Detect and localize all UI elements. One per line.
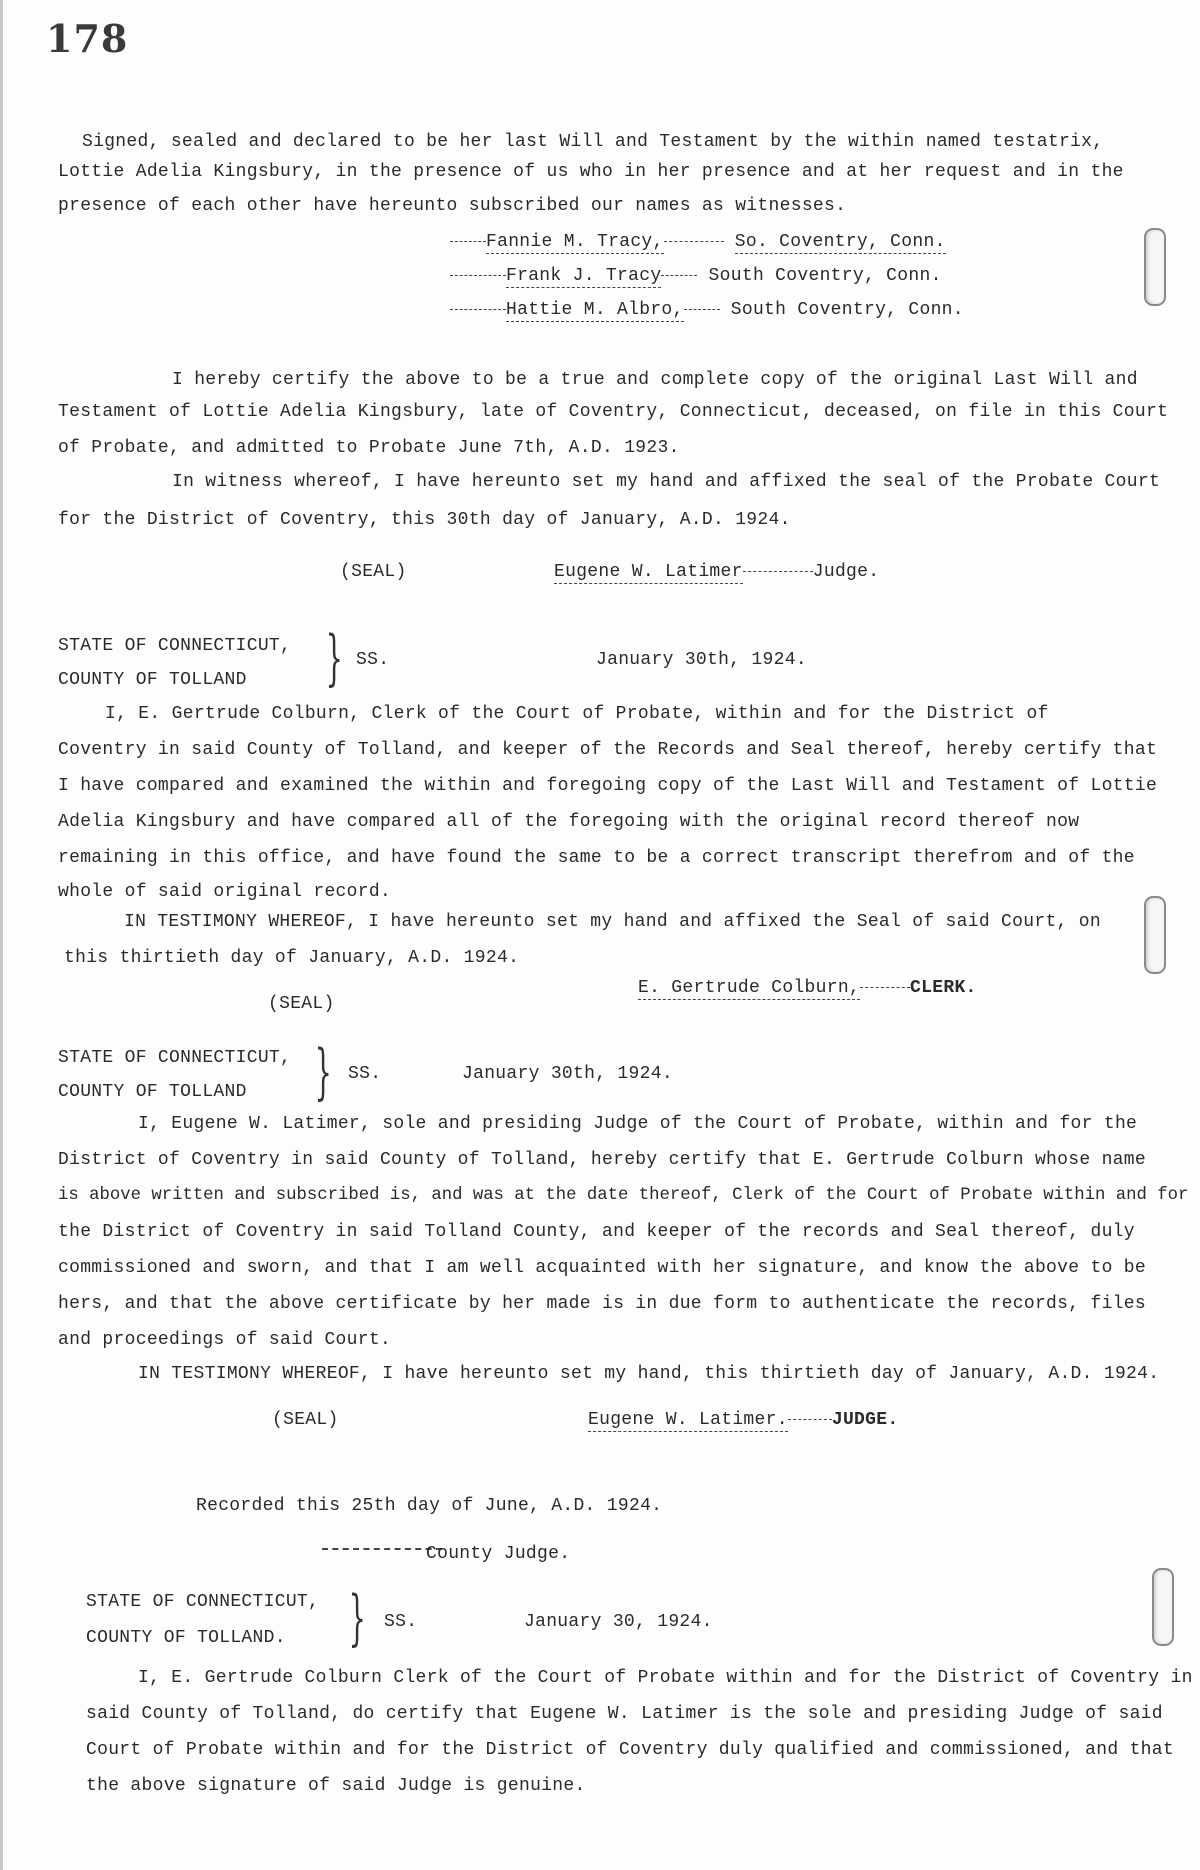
signature-dash [664, 241, 724, 242]
cert2-line-1: I, E. Gertrude Colburn, Clerk of the Court of Probate, within and for the District of [105, 704, 1049, 724]
judge-signature [588, 1410, 898, 1430]
county-label: COUNTY OF TOLLAND [58, 1082, 247, 1102]
signature-dash [661, 275, 697, 276]
signature-dash [450, 275, 506, 276]
cert3-line-2: District of Coventry in said County of Tolland, hereby certify that E. Gertrude Colburn whose name [58, 1150, 1146, 1170]
binder-hole [1144, 228, 1166, 306]
block-date: January 30, 1924. [524, 1612, 713, 1632]
seal-label: (SEAL) [268, 994, 335, 1014]
signature-dash [788, 1419, 832, 1420]
cert3-line-1: I, Eugene W. Latimer, sole and presiding Judge of the Court of Probate, within and for the [138, 1114, 1138, 1134]
ss-label: SS. [384, 1612, 418, 1632]
para1-line-3: presence of each other have hereunto subscribed our names as witnesses. [58, 196, 847, 216]
ss-label: SS. [348, 1064, 382, 1084]
block-date: January 30th, 1924. [596, 650, 807, 670]
para1-line-1: Signed, sealed and declared to be her last Will and Testament by the within named testatrix, [82, 132, 1104, 152]
testimony2-line-1: IN TESTIMONY WHEREOF, I have hereunto set my hand and affixed the Seal of said Court, on [124, 912, 1101, 932]
signature-name: E. Gertrude Colburn, [638, 978, 861, 998]
state-label: STATE OF CONNECTICUT, [58, 1048, 292, 1068]
county-judge-signature-line [322, 1548, 442, 1550]
cert3-line-7: and proceedings of said Court. [58, 1330, 392, 1350]
signature-title: JUDGE. [831, 1410, 899, 1430]
cert1-line-4: In witness whereof, I have hereunto set my hand and affixed the seal of the Probate Court [172, 472, 1161, 492]
cert1-line-2: Testament of Lottie Adelia Kingsbury, late of Coventry, Connecticut, deceased, on file in this Court [58, 402, 1169, 422]
witness-place: So. Coventry, Conn. [734, 232, 946, 252]
signature-name: Eugene W. Latimer. [588, 1410, 788, 1430]
brace: } [314, 1037, 332, 1107]
binder-hole [1144, 896, 1166, 974]
signature-dash [450, 309, 506, 310]
county-judge-label: County Judge. [426, 1544, 571, 1564]
cert2-line-5: remaining in this office, and have found the same to be a correct transcript therefrom and of the [58, 848, 1135, 868]
county-label: COUNTY OF TOLLAND. [86, 1628, 286, 1648]
witness-row [450, 300, 964, 320]
signature-dash [450, 241, 486, 242]
cert1-line-5: for the District of Coventry, this 30th day of January, A.D. 1924. [58, 510, 791, 530]
cert3-line-4: the District of Coventry in said Tolland County, and keeper of the records and Seal thereof, duly [58, 1222, 1135, 1242]
state-label: STATE OF CONNECTICUT, [86, 1592, 320, 1612]
seal-label: (SEAL) [340, 562, 407, 582]
clerk-signature [638, 978, 977, 998]
signature-dash [684, 309, 720, 310]
binder-hole [1152, 1568, 1174, 1646]
judge-signature [554, 562, 879, 582]
cert3-line-5: commissioned and sworn, and that I am well acquainted with her signature, and know the above to be [58, 1258, 1146, 1278]
witness-row [450, 232, 946, 252]
witness-name: Frank J. Tracy [506, 266, 662, 286]
seal-label: (SEAL) [272, 1410, 339, 1430]
block-date: January 30th, 1924. [462, 1064, 673, 1084]
cert1-line-3: of Probate, and admitted to Probate June 7th, A.D. 1923. [58, 438, 680, 458]
ss-label: SS. [356, 650, 390, 670]
cert4-line-4: the above signature of said Judge is genuine. [86, 1776, 586, 1796]
cert4-line-1: I, E. Gertrude Colburn Clerk of the Court of Probate within and for the District of Coventry in [138, 1668, 1193, 1688]
cert2-line-2: Coventry in said County of Tolland, and keeper of the Records and Seal thereof, hereby certify that [58, 740, 1158, 760]
witness-row [450, 266, 942, 286]
brace: } [325, 623, 343, 693]
county-label: COUNTY OF TOLLAND [58, 670, 247, 690]
signature-dash [860, 987, 910, 988]
signature-dash [743, 571, 813, 572]
page-number: 178 [46, 16, 129, 61]
cert2-line-4: Adelia Kingsbury and have compared all of the foregoing with the original record thereof now [58, 812, 1080, 832]
recorded-line: Recorded this 25th day of June, A.D. 1924. [196, 1496, 663, 1516]
page-edge [0, 0, 3, 1870]
witness-name: Hattie M. Albro, [506, 300, 684, 320]
witness-place: South Coventry, Conn. [730, 300, 964, 320]
signature-title: CLERK. [910, 978, 977, 998]
state-label: STATE OF CONNECTICUT, [58, 636, 292, 656]
cert1-line-1: I hereby certify the above to be a true and complete copy of the original Last Will and [172, 370, 1138, 390]
signature-title: Judge. [812, 562, 880, 582]
testimony2-line-2: this thirtieth day of January, A.D. 1924. [64, 948, 520, 968]
cert3-line-3: is above written and subscribed is, and was at the date thereof, Clerk of the Court of Probate within and for [58, 1186, 1189, 1205]
signature-name: Eugene W. Latimer [554, 562, 743, 582]
witness-name: Fannie M. Tracy, [486, 232, 664, 252]
cert2-line-6: whole of said original record. [58, 882, 392, 902]
brace: } [348, 1583, 366, 1653]
cert3-line-8: IN TESTIMONY WHEREOF, I have hereunto set my hand, this thirtieth day of January, A.D. 1924. [138, 1364, 1160, 1384]
cert4-line-2: said County of Tolland, do certify that Eugene W. Latimer is the sole and presiding Judge of said [86, 1704, 1163, 1724]
cert3-line-6: hers, and that the above certificate by her made is in due form to authenticate the records, files [58, 1294, 1146, 1314]
cert4-line-3: Court of Probate within and for the District of Coventry duly qualified and commissioned, and that [86, 1740, 1174, 1760]
cert2-line-3: I have compared and examined the within and foregoing copy of the Last Will and Testament of Lottie [58, 776, 1158, 796]
witness-place: South Coventry, Conn. [708, 266, 942, 286]
para1-line-2: Lottie Adelia Kingsbury, in the presence of us who in her presence and at her request and in the [58, 162, 1124, 182]
